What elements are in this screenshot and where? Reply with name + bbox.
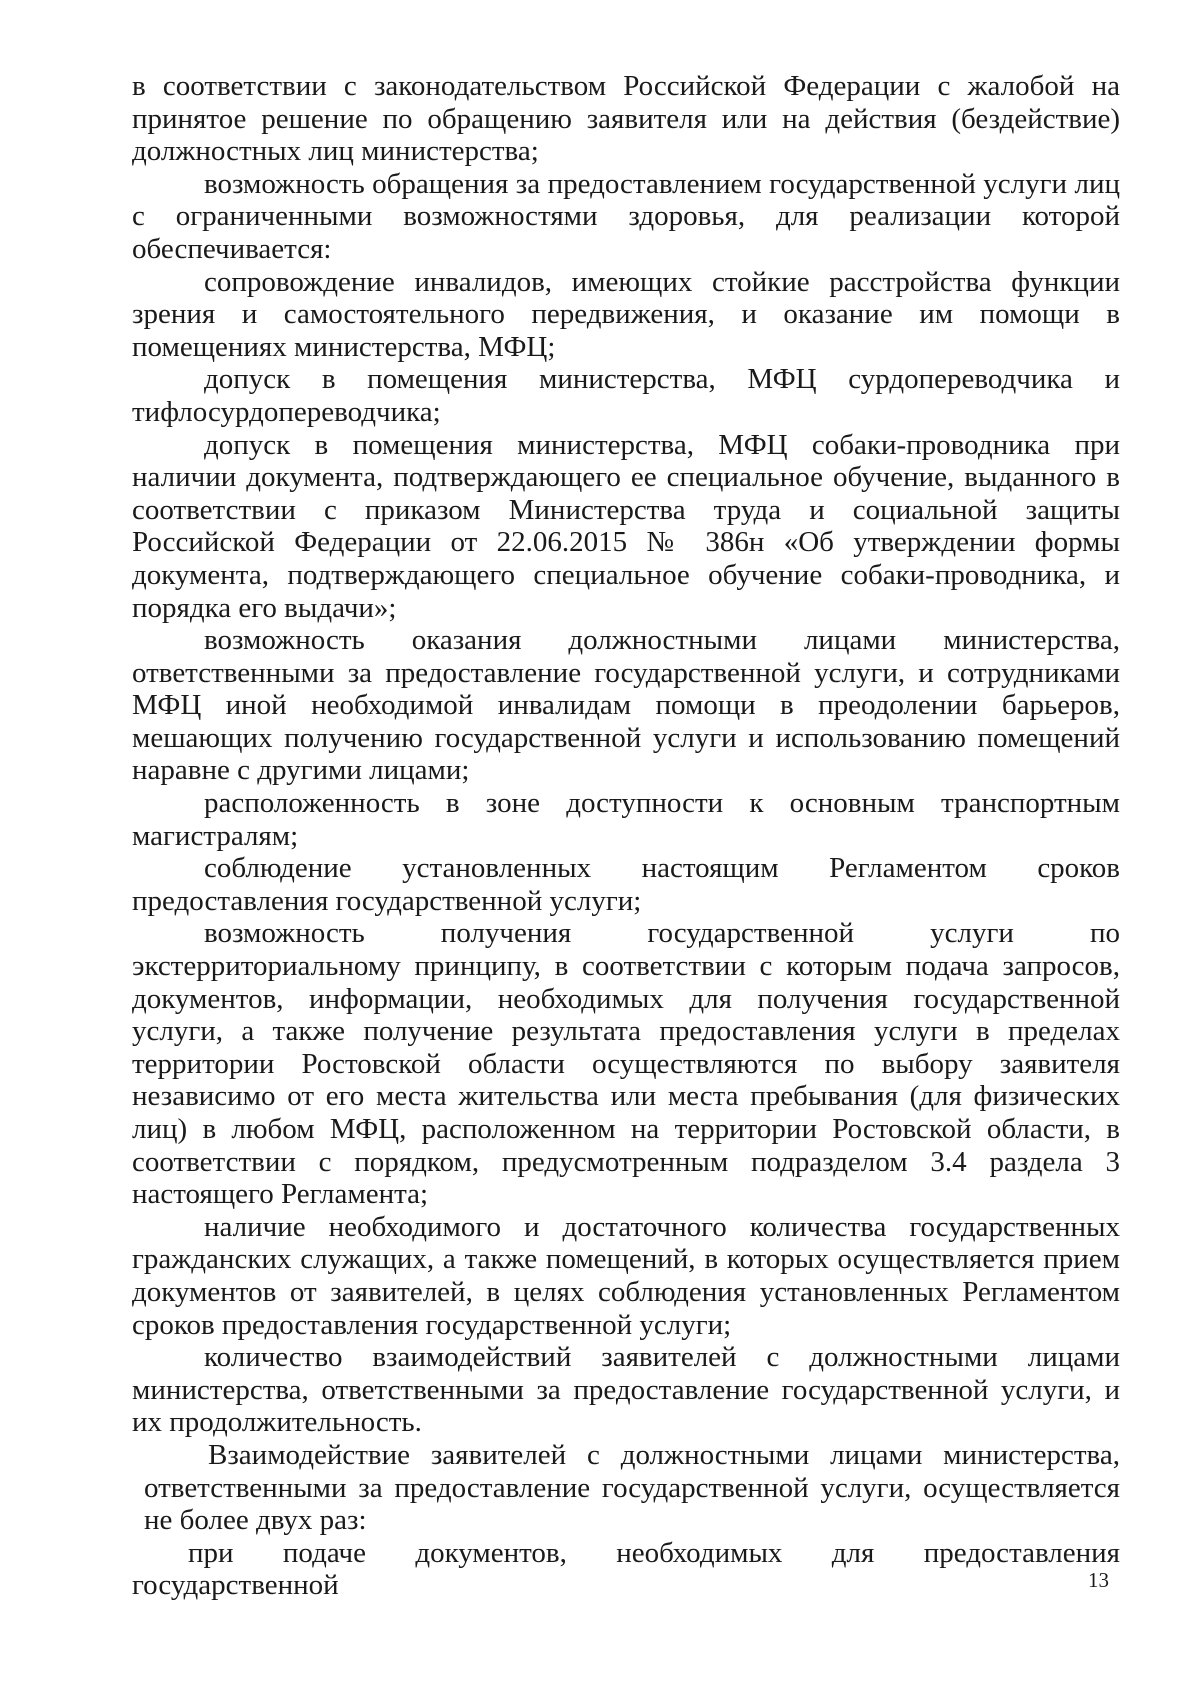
paragraph-10: наличие необходимого и достаточного количества государственных гражданских служащих, а также помещений, в которых осуществляется прием документов от заявителей, в целях соблюдения установленных Регламентом сроков предоставления государственной услуги; bbox=[132, 1210, 1120, 1341]
paragraph-13: при подаче документов, необходимых для предоставления государственной bbox=[132, 1536, 1120, 1602]
paragraph-3: сопровождение инвалидов, имеющих стойкие расстройства функции зрения и самостоятельного передвижения, и оказание им помощи в помещениях министерства, МФЦ; bbox=[132, 265, 1120, 363]
paragraph-6: возможность оказания должностными лицами министерства, ответственными за предоставление государственной услуги, и сотрудниками МФЦ иной необходимой инвалидам помощи в преодолении барьеров, мешающих получению государственной услуги и использованию помещений наравне с другими лицами; bbox=[132, 624, 1120, 787]
page-number: 13 bbox=[1088, 1568, 1109, 1592]
paragraph-4: допуск в помещения министерства, МФЦ сурдопереводчика и тифлосурдопереводчика; bbox=[132, 363, 1120, 428]
paragraph-5: допуск в помещения министерства, МФЦ собаки-проводника при наличии документа, подтверждающего ее специальное обучение, выданного в соответствии с приказом Министерства труда и социальной защиты Российской Федерации от 22.06.2015 № 386н «Об утверждении формы документа, подтверждающего специальное обучение собаки-проводника, и порядка его выдачи»; bbox=[132, 428, 1120, 624]
document-body bbox=[132, 70, 1120, 1602]
paragraph-11: количество взаимодействий заявителей с должностными лицами министерства, ответственными за предоставление государственной услуги, и их продолжительность. bbox=[132, 1341, 1120, 1439]
paragraph-8: соблюдение установленных настоящим Регламентом сроков предоставления государственной услуги; bbox=[132, 852, 1120, 917]
paragraph-2: возможность обращения за предоставлением государственной услуги лиц с ограниченными возможностями здоровья, для реализации которой обеспечивается: bbox=[132, 167, 1120, 265]
paragraph-12: Взаимодействие заявителей с должностными лицами министерства, ответственными за предоставление государственной услуги, осуществляется не более двух раз: bbox=[144, 1438, 1120, 1537]
paragraph-7: расположенность в зоне доступности к основным транспортным магистралям; bbox=[132, 787, 1120, 852]
paragraph-1: в соответствии с законодательством Российской Федерации с жалобой на принятое решение по обращению заявителя или на действия (бездействие) должностных лиц министерства; bbox=[132, 70, 1120, 168]
paragraph-9: возможность получения государственной услуги по экстерриториальному принципу, в соответствии с которым подача запросов, документов, информации, необходимых для получения государственной услуги, а также получение результата предоставления услуги в пределах территории Ростовской области осуществляются по выбору заявителя независимо от его места жительства или места пребывания (для физических лиц) в любом МФЦ, расположенном на территории Ростовской области, в соответствии с порядком, предусмотренным подразделом 3.4 раздела 3 настоящего Регламента; bbox=[132, 917, 1120, 1211]
